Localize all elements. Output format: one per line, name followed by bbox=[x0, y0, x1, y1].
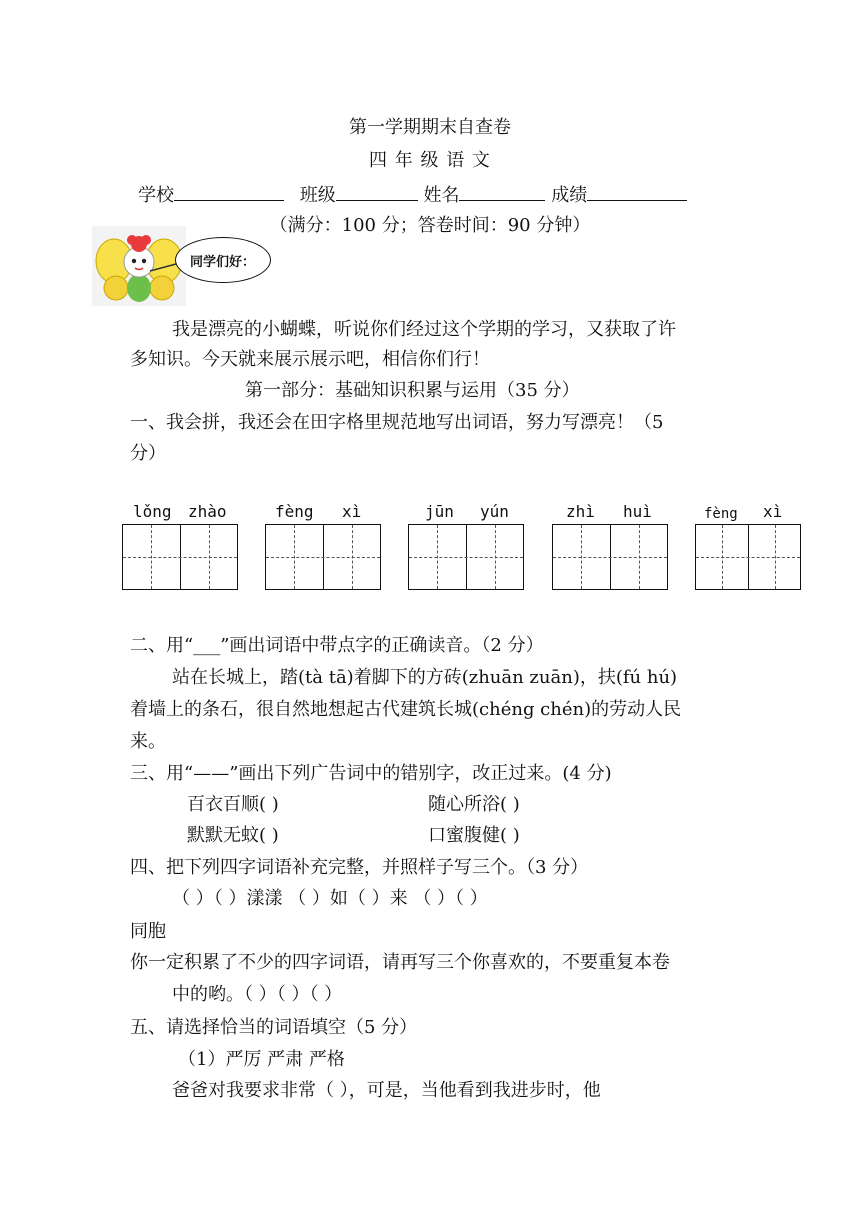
writing-grid-4[interactable] bbox=[552, 524, 668, 590]
q3-item-3[interactable]: 默默无蚊( ) bbox=[187, 825, 279, 846]
writing-grid-2[interactable] bbox=[265, 524, 381, 590]
class-label: 班级 bbox=[299, 185, 336, 206]
writing-grid-1[interactable] bbox=[122, 524, 238, 590]
q2-line-1: 站在长城上，踏(tà tā)着脚下的方砖(zhuān zuān)，扶(fú hú) bbox=[172, 667, 678, 688]
pinyin-3a: jūn bbox=[425, 502, 454, 521]
butterfly-icon bbox=[92, 226, 186, 306]
q5-title: 五、请选择恰当的词语填空（5 分） bbox=[130, 1017, 418, 1038]
q4-title: 四、把下列四字词语补充完整，并照样子写三个。（3 分） bbox=[130, 857, 589, 878]
exam-info: （满分：100 分；答卷时间：90 分钟） bbox=[269, 215, 591, 236]
q2-line-2: 着墙上的条石，很自然地想起古代建筑长城(chéng chén)的劳动人民 bbox=[130, 699, 682, 720]
q4-line-1[interactable]: （ ）（ ）漾漾 （ ）如（ ）来 （ ）（ ） bbox=[172, 888, 488, 909]
pinyin-4b: huì bbox=[623, 502, 652, 521]
pinyin-2b: xì bbox=[342, 502, 362, 521]
pinyin-1b: zhào bbox=[188, 502, 227, 521]
q3-item-2[interactable]: 随心所浴( ) bbox=[428, 794, 520, 815]
exam-title: 第一学期期末自查卷 bbox=[349, 117, 511, 138]
score-label: 成绩 bbox=[551, 185, 588, 206]
q4-line-2: 同胞 bbox=[130, 921, 166, 942]
speech-bubble bbox=[175, 237, 271, 283]
pinyin-4a: zhì bbox=[566, 502, 595, 521]
score-field[interactable] bbox=[587, 182, 687, 201]
school-label: 学校 bbox=[138, 185, 174, 206]
q2-line-3: 来。 bbox=[130, 731, 166, 752]
q2-title: 二、用“___”画出词语中带点字的正确读音。（2 分） bbox=[130, 635, 544, 656]
q3-item-4[interactable]: 口蜜腹健( ) bbox=[428, 825, 520, 846]
pinyin-1a: lǒng bbox=[133, 502, 172, 521]
name-field[interactable] bbox=[459, 182, 545, 201]
pinyin-5b: xì bbox=[763, 502, 783, 521]
q4-line-4[interactable]: 中的哟。（ ）（ ）（ ） bbox=[172, 984, 343, 1005]
name-label: 姓名 bbox=[423, 185, 460, 206]
exam-subtitle: 四 年 级 语 文 bbox=[369, 150, 491, 171]
writing-grid-3[interactable] bbox=[408, 524, 524, 590]
pinyin-5a: fèng bbox=[704, 506, 738, 522]
info-row bbox=[138, 181, 687, 207]
intro-line-2: 多知识。今天就来展示展示吧，相信你们行！ bbox=[130, 349, 490, 370]
pinyin-3b: yún bbox=[480, 502, 509, 521]
q3-title: 三、用“——”画出下列广告词中的错别字，改正过来。(4 分) bbox=[130, 763, 612, 784]
q5-line-1[interactable]: 爸爸对我要求非常（ ），可是，当他看到我进步时，他 bbox=[172, 1080, 601, 1101]
bubble-text: 同学们好： bbox=[190, 255, 256, 270]
class-field[interactable] bbox=[336, 182, 418, 201]
q5-options: （1）严厉 严肃 严格 bbox=[178, 1049, 345, 1070]
writing-grid-5[interactable] bbox=[695, 524, 801, 590]
intro-line-1: 我是漂亮的小蝴蝶，听说你们经过这个学期的学习，又获取了许 bbox=[172, 319, 676, 340]
part1-title: 第一部分：基础知识积累与运用（35 分） bbox=[245, 380, 580, 401]
school-field[interactable] bbox=[174, 182, 284, 201]
q1-line-2: 分） bbox=[130, 443, 166, 464]
pinyin-2a: fèng bbox=[275, 502, 314, 521]
q3-item-1[interactable]: 百衣百顺( ) bbox=[187, 794, 279, 815]
q4-line-3: 你一定积累了不少的四字词语，请再写三个你喜欢的，不要重复本卷 bbox=[130, 952, 670, 973]
q1-line-1: 一、我会拼，我还会在田字格里规范地写出词语，努力写漂亮！（5 bbox=[130, 412, 664, 433]
